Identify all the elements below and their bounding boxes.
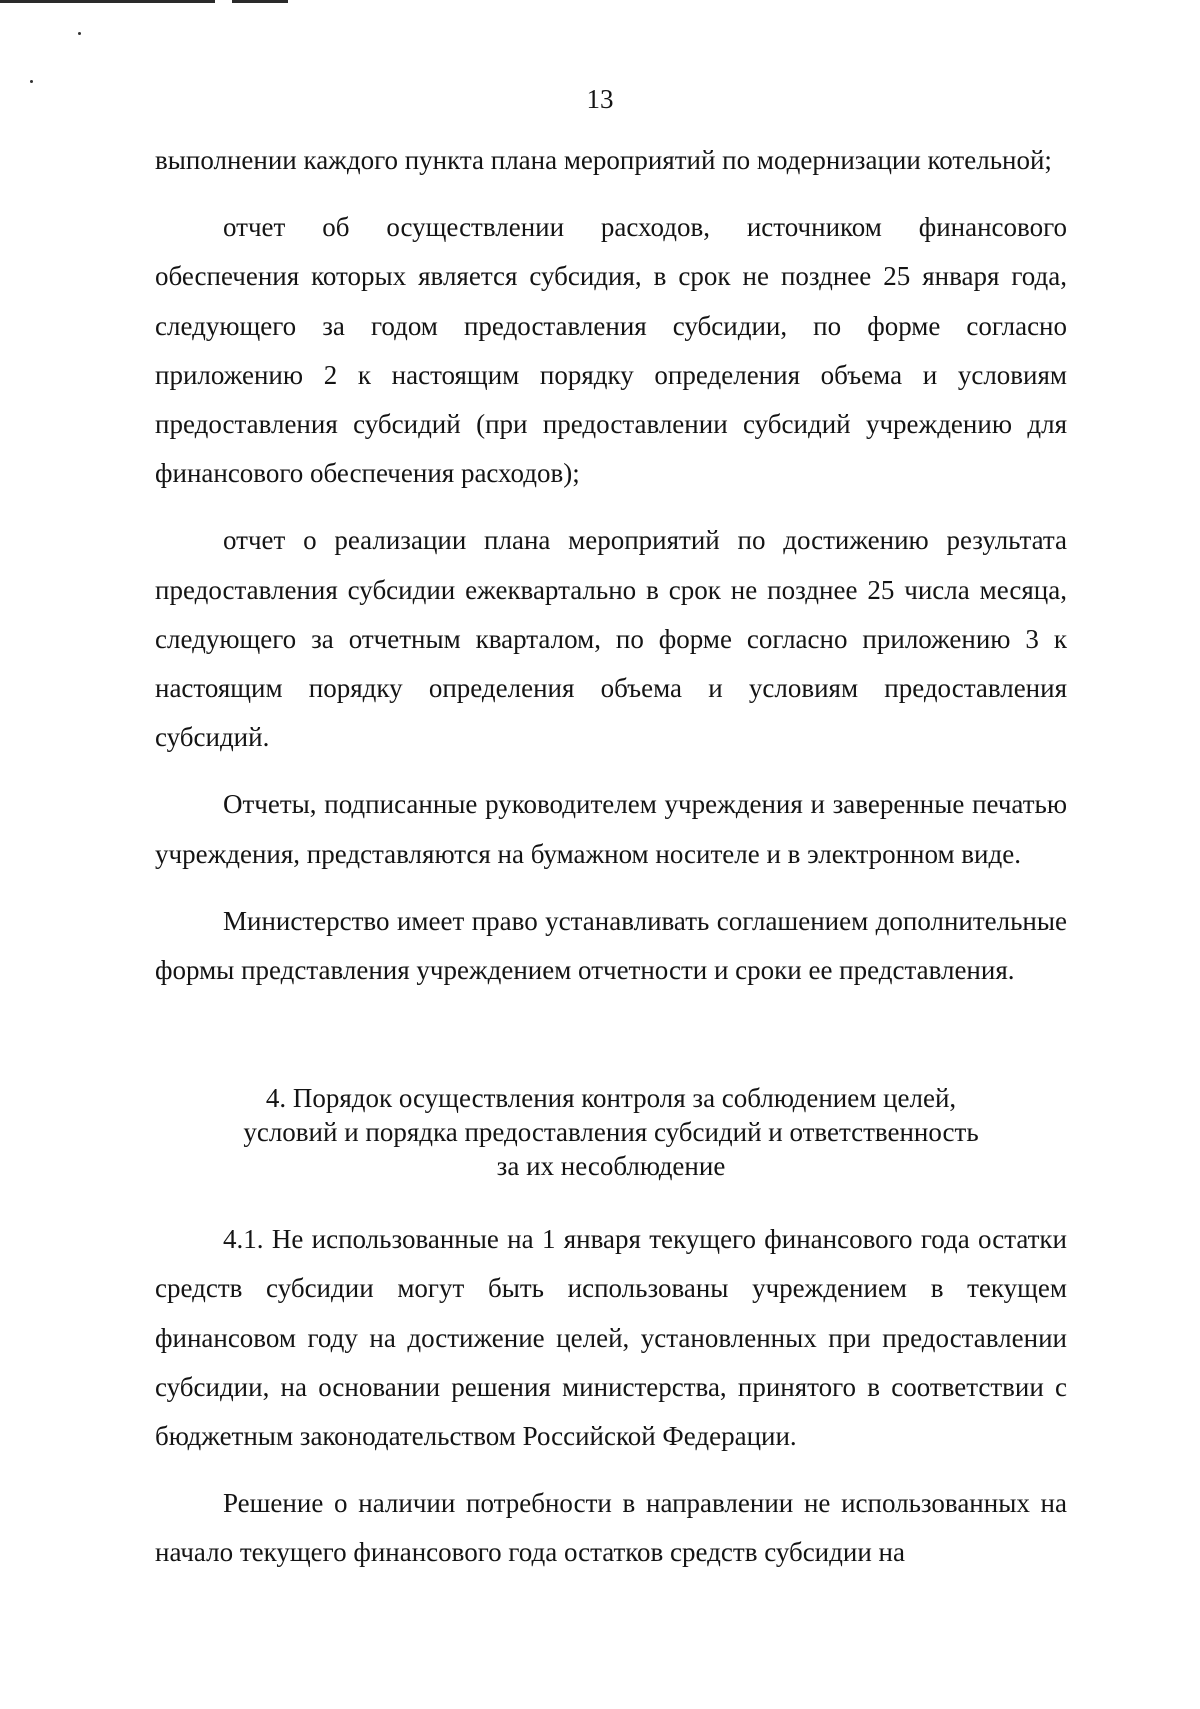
paragraph: Отчеты, подписанные руководителем учреждения и заверенные печатью учреждения, представляются на бумажном носителе и в электронном виде. [155,789,1067,869]
paragraph: выполнении каждого пункта плана мероприятий по модернизации котельной; [155,145,1052,175]
paragraph: отчет о реализации плана мероприятий по достижению результата предоставления субсидии ежеквартально в срок не позднее 25 числа месяца, следующего за отчетным кварталом, по форме согласно приложению 3 к настоящим порядку определения объема и условиям предоставления субсидий. [155,525,1067,753]
scan-edge-line [0,0,215,3]
scan-speck [78,32,81,35]
section-heading-line: условий и порядка предоставления субсидий и ответственность [243,1117,979,1148]
section-heading-line: за их несоблюдение [496,1151,726,1182]
paragraph: отчет об осуществлении расходов, источником финансового обеспечения которых является субсидия, в срок не позднее 25 января года, следующего за годом предоставления субсидии, по форме согласно приложению 2 к настоящим порядку определения объема и условиям предоставления субсидий (при предоставлении субсидий учреждению для финансового обеспечения расходов); [155,212,1067,489]
paragraph: Министерство имеет право устанавливать соглашением дополнительные формы представления учреждением отчетности и сроки ее представления. [155,905,1067,986]
paragraph: 4.1. Не использованные на 1 января текущего финансового года остатки средств субсидии могут быть использованы учреждением в текущем финансовом году на достижение целей, установленных при предоставлении субсидии, на основании решения министерства, принятого в соответствии с бюджетным законодательством Российской Федерации. [155,1224,1067,1452]
paragraph: Решение о наличии потребности в направлении не использованных на начало текущего финансового года остатков средств субсидии на [155,1488,1067,1568]
section-heading-line: 4. Порядок осуществления контроля за соблюдением целей, [265,1083,957,1114]
scan-edge-line [232,0,288,3]
document-body [155,136,1067,1578]
page-number: 13 [586,84,614,114]
scan-speck [30,80,33,83]
section-heading [155,1081,1067,1183]
